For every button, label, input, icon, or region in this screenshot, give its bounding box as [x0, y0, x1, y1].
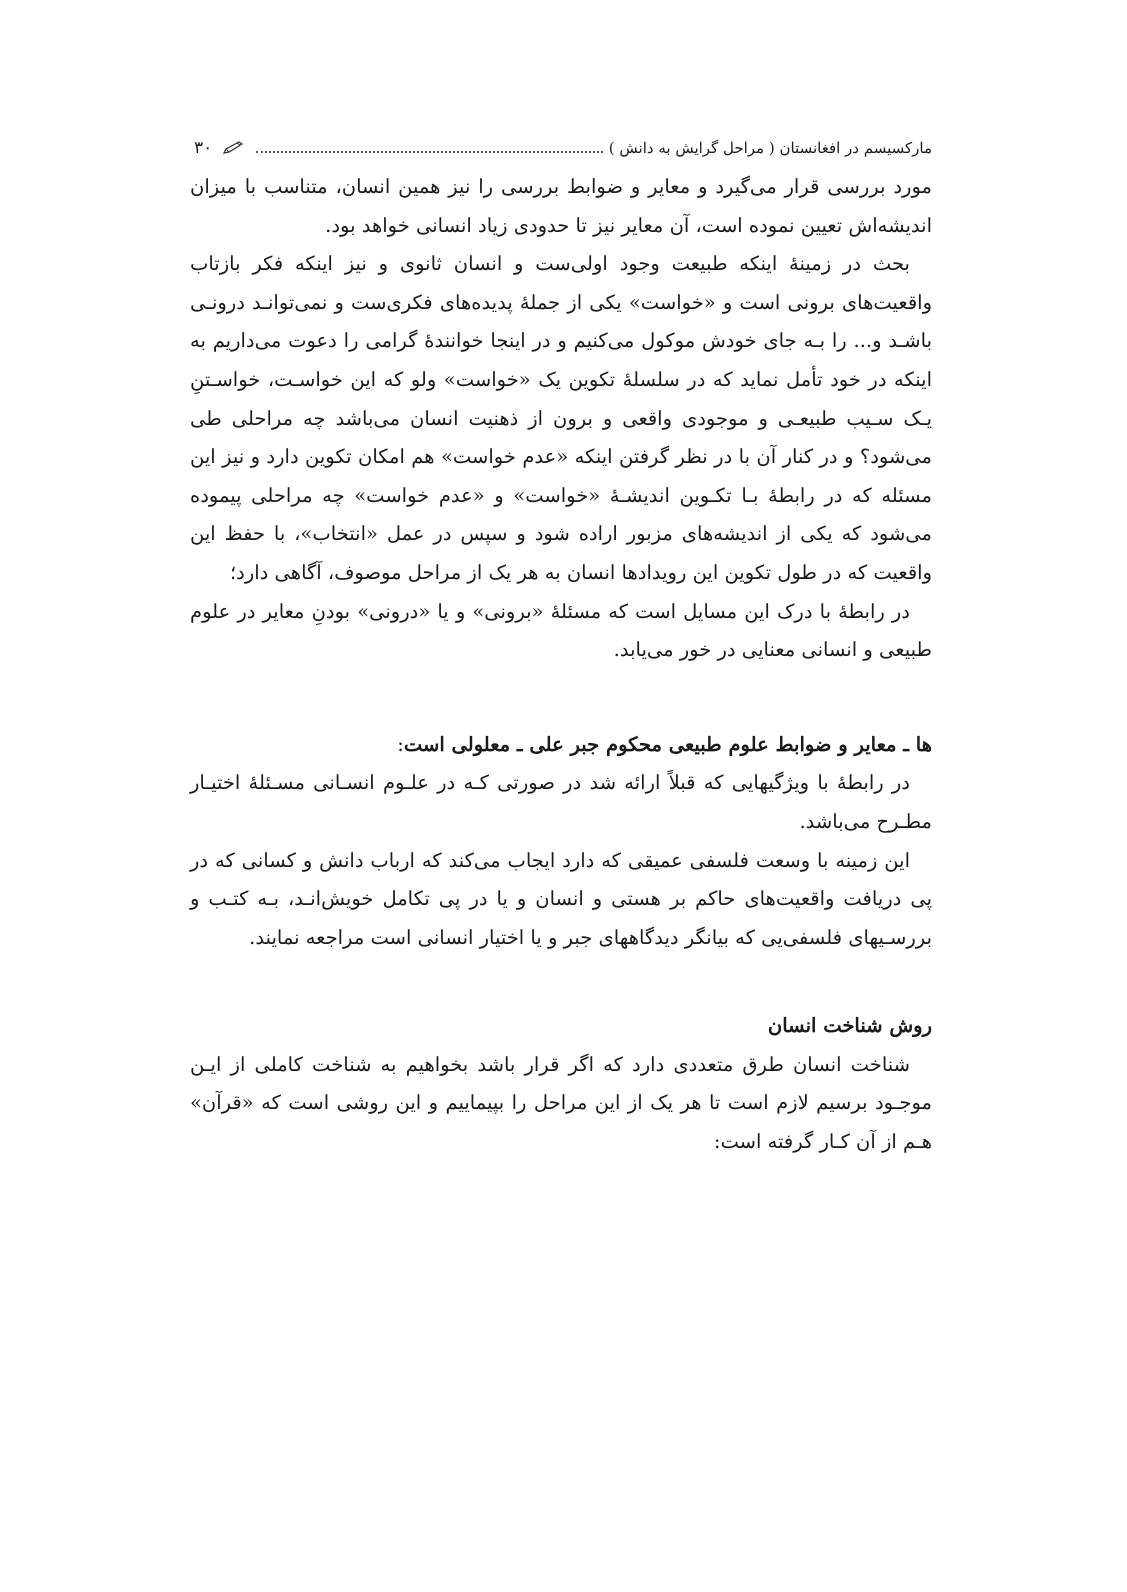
- section-heading-text: ها ـ معایر و ضوابط علوم طبیعی محکوم جبر علی ـ معلولی است: [403, 732, 932, 756]
- spacer: [190, 670, 932, 726]
- running-header: [190, 128, 932, 168]
- pen-icon: [222, 141, 244, 155]
- header-dot-leader: [256, 151, 603, 153]
- document-page: [190, 128, 932, 1428]
- paragraph: در رابطهٔ با ویژگیهایی که قبلاً ارائه شد در صورتی کـه در علـوم انسـانی مسـئلهٔ اختیـار مطـرح می‌باشد.: [190, 771, 932, 833]
- paragraph: شناخت انسان طرق متعددی دارد که اگر قرار باشد بخواهیم به شناخت کاملی از ایـن موجـود برسیم لازم است تا هر یک از این مراحل را بپیماییم و این روشی است که «قرآن» هـم از آن کـار گرفته است:: [190, 1052, 932, 1154]
- spacer: [190, 957, 932, 1007]
- page-number: ۳۰: [194, 138, 213, 158]
- paragraph: این زمینه با وسعت فلسفی عمیقی که دارد ایجاب می‌کند که ارباب دانش و کسانی که در پی دریافت واقعیت‌های حاکم بر هستی و انسان و یا در پی تکامل خویش‌انـد، بـه کتـب و بررسـیهای فلسفی‌یی که بیانگر دیدگاههای جبر و یا اختیار انسانی است مراجعه نمایند.: [190, 848, 932, 949]
- section-heading: روش شناخت انسان: [767, 1014, 932, 1038]
- paragraph: بحث در زمینهٔ اینکه طبیعت وجود اولی‌ست و انسان ثانوی و نیز اینکه فکر بازتاب واقعیت‌های برونی است و «خواست» یکی از جملهٔ پدیده‌های فکری‌ست و نمی‌توانـد درونـی باشـد و... را بـه جای خودش موکول می‌کنیم و در اینجا خوانندهٔ گرامی را دعوت می‌داریم به اینکه در خود تأمل نماید که در سلسلهٔ تکوین یک «خواست» ولو که این خواسـت، خواسـتنِ یـک سـیب طبیعـی و موجودی واقعی و برون از ذهنیت انسان می‌باشد چه مراحلی طی می‌شود؟ و در کنار آن با در نظر گرفتن اینکه «عدم خواست» هم امکان تکوین دارد و نیز این مسئله که در رابطهٔ بـا تکـوین اندیشـهٔ «خواست» و «عدم خواست» چه مراحلی پیموده می‌شود که یکی از اندیشه‌های مزبور اراده شود و سپس در عمل «انتخاب»، با حفظ این واقعیت که در طول تکوین این رویدادها انسان به هر یک از مراحل موصوف، آگاهی دارد؛: [190, 252, 932, 584]
- section-heading: [190, 726, 932, 765]
- body-text: [190, 168, 932, 1162]
- paragraph: مورد بررسی قرار می‌گیرد و معایر و ضوابط بررسی را نیز همین انسان، متناسب با میزان اندیشه‌اش تعیین نموده است، آن معایر نیز تا حدودی زیاد انسانی خواهد بود.: [190, 175, 932, 237]
- section-heading-colon: :: [397, 732, 404, 756]
- paragraph: در رابطهٔ با درک این مسایل است که مسئلهٔ «برونی» و یا «درونی» بودنِ معایر در علوم طبیعی و انسانی معنایی در خور می‌یابد.: [190, 599, 932, 662]
- header-title: مارکسیسم در افغانستان ( مراحل گرایش به دانش ): [608, 139, 932, 157]
